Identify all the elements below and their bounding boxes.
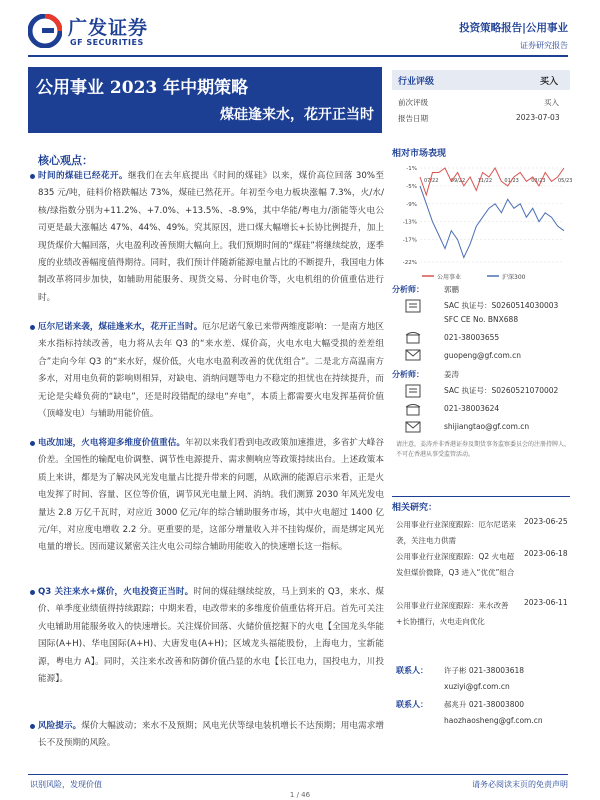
- phone-icon: [405, 330, 421, 344]
- related-item[interactable]: 公用事业行业深度跟踪：来水改善+长协擅行，火电走向优化: [396, 601, 509, 626]
- related-date: 2023-06-25: [524, 517, 568, 526]
- paragraph-5: [38, 718, 384, 753]
- report-subtitle: 煤硅逢来水，花开正当时: [220, 107, 374, 123]
- market-chart: [392, 160, 572, 280]
- prev-rating-label: 前次评级: [398, 98, 428, 107]
- x-tick-label: 11/22: [477, 178, 493, 184]
- analyst-phone: 021-38003624: [444, 404, 500, 413]
- bullet-icon: [30, 590, 35, 595]
- related-item[interactable]: 公用事业行业深度跟踪：Q2 火电超发但煤价微降，Q3 进入“优优”组合: [396, 552, 515, 577]
- contact-name: 许子彬 021-38003618: [444, 666, 525, 675]
- paragraph-3: [38, 435, 384, 557]
- paragraph-lead: Q3 关注来水+煤价，火电投资正当时。: [38, 587, 194, 597]
- x-tick-label: 01/23: [504, 178, 519, 184]
- email-icon: [405, 420, 421, 434]
- bullet-icon: [30, 325, 35, 330]
- y-tick-label: -9%: [406, 201, 417, 208]
- footer-disclaimer: 请务必阅读末页的免责声明: [472, 780, 568, 789]
- contact-email[interactable]: xuziyi@gf.com.cn: [444, 682, 510, 691]
- prev-rating-value: 买入: [544, 98, 559, 107]
- contact-name: 郝兆升 021-38003800: [444, 700, 525, 709]
- y-tick-label: -17%: [402, 237, 417, 244]
- paragraph-text: 煤价大幅波动；来水不及预期；风电光伏等绿电装机增长不达预期；用电需求增长不及预期的风险。: [38, 721, 384, 749]
- y-tick-label: -1%: [406, 166, 417, 172]
- gf-logo-icon: [28, 14, 62, 48]
- rating-value: 买入: [540, 77, 559, 87]
- paragraph-4: [38, 584, 384, 688]
- related-item[interactable]: 公用事业行业深度跟踪：厄尔尼诺来袭，关注电力供需: [396, 520, 516, 545]
- report-date-label: 报告日期: [398, 114, 428, 123]
- analyst-sfc: SFC CE No. BNX688: [444, 315, 519, 324]
- x-tick-label: 05/23: [558, 178, 572, 184]
- paragraph-2: [38, 319, 384, 423]
- footer-slogan: 识别风险，发现价值: [30, 780, 102, 789]
- paragraph-1: [38, 168, 384, 307]
- report-type: 投资策略报告|公用事业: [459, 22, 568, 34]
- legend-label-index: 沪深300: [502, 274, 526, 280]
- paragraph-lead: 风险提示。: [38, 721, 82, 731]
- paragraph-lead: 厄尔尼诺来袭，煤硅逢来水，花开正当时。: [38, 322, 203, 332]
- analyst-name: 郭鹏: [444, 285, 459, 294]
- page-number: 1 / 46: [289, 791, 311, 799]
- paragraph-lead: 电改加速，火电将迎多维度价值重估。: [38, 438, 186, 448]
- paragraph-text: 时间的煤硅继续绽放，马上到来的 Q3，来水、煤价、单季度业绩值得持续跟踪；中期来看，电改带来的多维度价值重估将开启。首先可关注火电辅助用能服务收入的快速增长。关注煤价回落、火储价值挖掘下的火电【全国龙头华能国际(A+H)、华电国际(A+H)、大唐发电(A+H)；区域龙头福能股份，上海电力，宝新能源，粤电力 A】。同时，关注来水改善和防御价值凸显的水电【长江电力，国投电力，川投能源】。: [38, 587, 385, 685]
- analyst-disclaimer: 请注意，姜涛并非香港证券及期货事务监察委员会的注册持牌人，不可在香港从事受监管活动。: [396, 441, 571, 458]
- id-card-icon: [405, 299, 421, 313]
- analyst-label: 分析师：: [392, 285, 424, 294]
- header-divider: [28, 55, 568, 57]
- related-date: 2023-06-11: [524, 598, 568, 607]
- related-date: 2023-06-18: [524, 549, 568, 558]
- paragraph-text: 厄尔尼诺气象已来带两维度影响：一是南方地区来水指标持续改善，电力将从去年 Q3 的“来水差、煤价高，火电水电大幅受损的差差组合”走向今年 Q3 的“来水好，煤价低，火电水电盈利改善的优优组合”。二是北方高温南方多水，对用电负荷的影响则相异，对缺电、消纳问题等电力不稳定的担忧也在持续提升，而无论是尖峰负荷的“缺电”，还是时段错配的绿电“弃电”，本质上都需要火电发挥基荷价值（顶峰发电）与辅助用能价值。: [38, 322, 384, 420]
- y-tick-label: -5%: [406, 183, 417, 190]
- logo-text-cn: 广发证券: [68, 17, 149, 39]
- logo-text-en: GF SECURITIES: [70, 38, 144, 47]
- x-tick-label: 03/23: [531, 178, 546, 184]
- analyst-sac: SAC 执证号：S0260514030003: [444, 301, 559, 310]
- y-tick-label: -22%: [402, 260, 417, 266]
- report-subtype: 证券研究报告: [520, 41, 568, 50]
- analyst-email[interactable]: guopeng@gf.com.cn: [444, 351, 522, 360]
- market-chart-title: 相对市场表现: [392, 149, 447, 159]
- contact-label: 联系人：: [396, 700, 428, 709]
- x-tick-label: 09/22: [450, 178, 466, 184]
- email-icon: [405, 348, 421, 362]
- bullet-icon: [30, 174, 35, 179]
- analyst-email[interactable]: shijiangtao@gf.com.cn: [444, 422, 530, 431]
- paragraph-text: 继我们在去年底提出《时间的煤硅》以来，煤价高位回落 30%至 835 元/吨，硅料价格跌幅达 73%，煤硅已然花开。年初至今电力板块涨幅 7.3%，火/水/核/绿指数分别为+11.2%、+7.0%、+13.5%、-8.9%，其中华能/粤电力/浙能等火电公司更是最大涨幅达 47%、44%、49%。究其原因，进口煤大幅增长+长协比例提升，加上现货煤价大幅回落，火电盈利改善预期大幅向上。我们预期时间的“煤硅”将继续绽放，逐季度的业绩改善幅度值得期待。同时，我们预计伴随新能源电量占比的不断提升，我国电力体制改革将同步加快，如辅助用能服务、现货交易、分时电价等，火电机组的价值重估进行时。: [38, 171, 384, 303]
- bullet-icon: [30, 441, 35, 446]
- phone-icon: [405, 402, 421, 416]
- rating-label: 行业评级: [398, 77, 435, 87]
- y-tick-label: -13%: [402, 219, 417, 226]
- legend-label-sector: 公用事业: [437, 274, 462, 280]
- footer-divider: [28, 774, 568, 775]
- paragraph-text: 年初以来我们看到电改政策加速推进，多省扩大峰谷价差。全国性的输配电价调整、调节性电源提升、需求侧响应等政策持续出台。上述政策本质上来讲，都是为了解决风光发电量占比提升带来的问题，从欧洲的能源启示来看，正是火电发挥了时间、容量、区位等价值，调节风光电量上网、消纳。我们测算 2030 年风光发电量达 2.8 万亿千瓦时，对应近 3000 亿元/年的综合辅助服务市场，其中火电超过 1400 亿元/年，对应度电增收 2.2 分。更重要的是，这部分增量收入并不挂钩煤价，而是绑定风光电量的增长。因而建议紧密关注火电公司综合辅助用能收入的快速增长这一指标。: [38, 438, 384, 553]
- report-date-value: 2023-07-03: [516, 113, 560, 122]
- contact-label: 联系人：: [396, 666, 428, 675]
- contact-email[interactable]: haozhaosheng@gf.com.cn: [444, 716, 543, 725]
- analyst-name: 姜涛: [444, 370, 459, 379]
- analyst-sac: SAC 执证号：S0260521070002: [444, 386, 559, 395]
- related-title: 相关研究：: [392, 503, 438, 513]
- related-divider: [392, 496, 570, 497]
- report-title: 公用事业 2023 年中期策略: [36, 78, 249, 98]
- x-tick-label: 07/22: [424, 178, 439, 184]
- analyst-label: 分析师：: [392, 370, 424, 379]
- analyst-phone: 021-38003655: [444, 333, 500, 342]
- bullet-icon: [30, 724, 35, 729]
- core-view-title: 核心观点：: [38, 154, 93, 167]
- paragraph-lead: 时间的煤硅已经花开。: [38, 171, 128, 181]
- id-card-icon: [405, 384, 421, 398]
